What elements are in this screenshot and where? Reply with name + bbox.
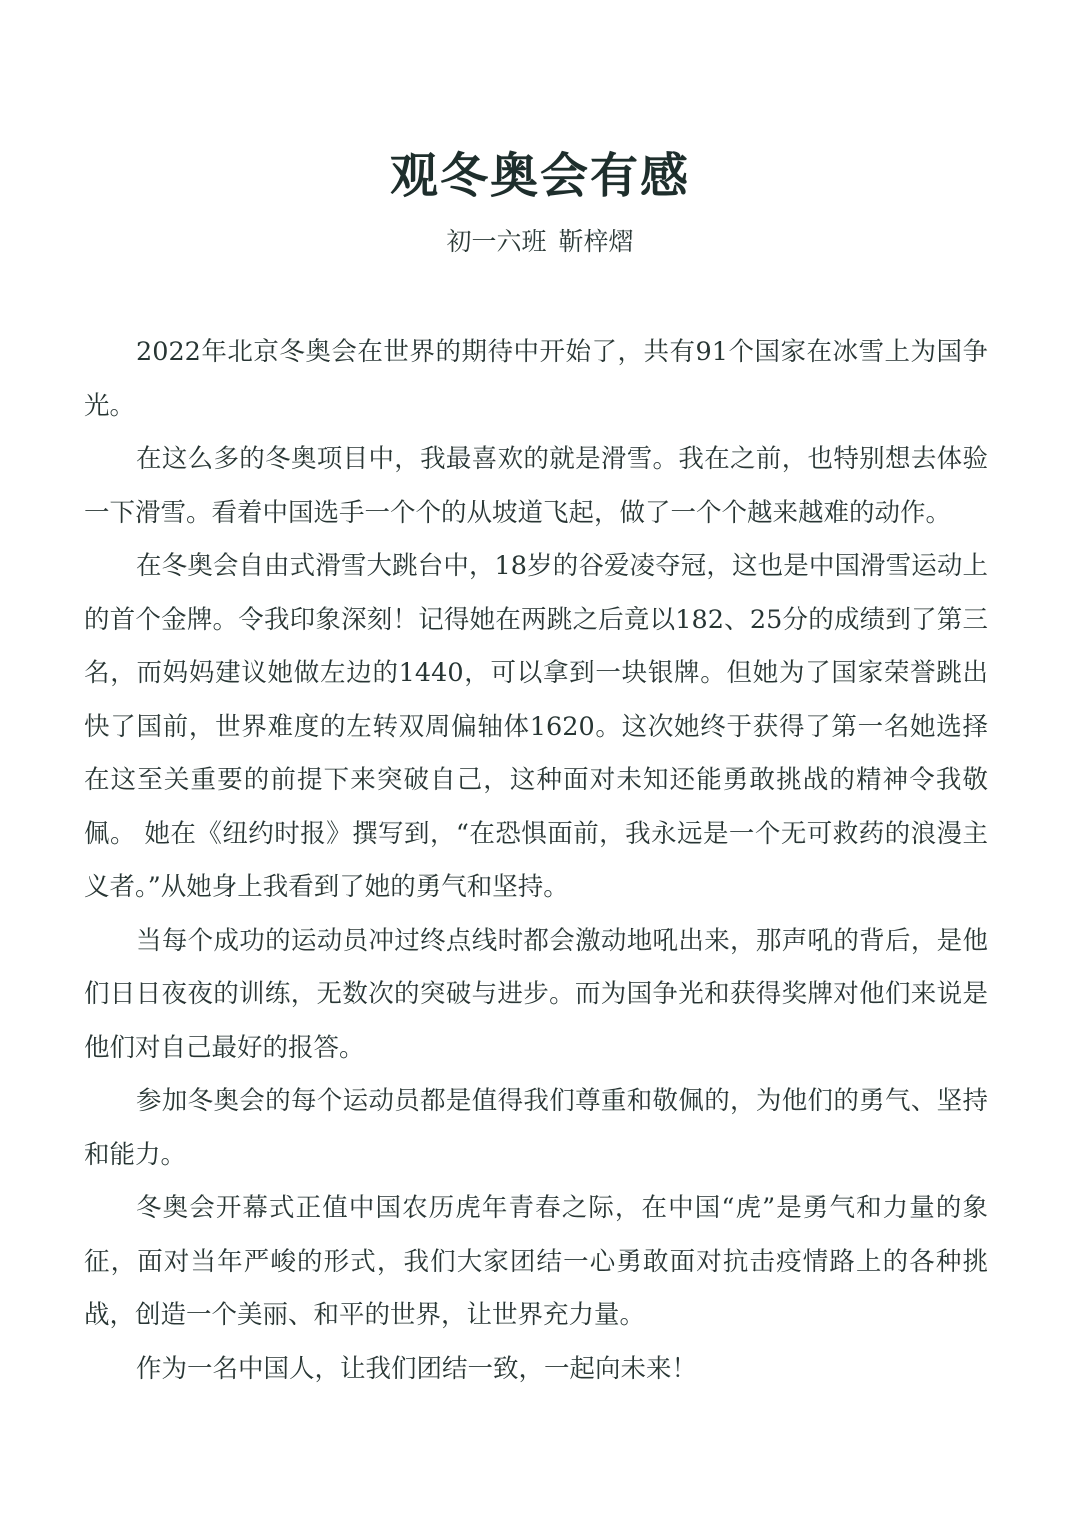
paragraph-4: 当每个成功的运动员冲过终点线时都会激动地吼出来，那声吼的背后，是他们日日夜夜的训练，无数次的突破与进步。而为国争光和获得奖牌对他们来说是他们对自己最好的报答。 [84,925,988,1063]
author-line [0,224,1080,260]
paragraph-3: 在冬奥会自由式滑雪大跳台中，18岁的谷爱凌夺冠，这也是中国滑雪运动上的首个金牌。令我印象深刻！记得她在两跳之后竟以182、25分的成绩到了第三名，而妈妈建议她做左边的1440，可以拿到一块银牌。但她为了国家荣誉跳出快了国前，世界难度的左转双周偏轴体1620。这次她终于获得了第一名她选择在这至关重要的前提下来突破自己，这种面对未知还能勇敢挑战的精神令我敬佩。 她在《纽约时报》撰写到，“在恐惧面前，我永远是一个无可救药的浪漫主义者。”从她身上我看到了她的勇气和坚持。 [84,551,988,902]
paragraph-5: 参加冬奥会的每个运动员都是值得我们尊重和敬佩的，为他们的勇气、坚持和能力。 [84,1086,988,1170]
essay-body [84,326,988,1396]
essay-title: 观冬奥会有感 [389,148,690,205]
author-class: 初一六班 [446,227,547,256]
author-name: 靳梓熠 [558,227,634,256]
paragraph-7: 作为一名中国人，让我们团结一致，一起向未来！ [136,1353,698,1384]
paragraph-6: 冬奥会开幕式正值中国农历虎年青春之际，在中国“虎”是勇气和力量的象征，面对当年严峻的形式，我们大家团结一心勇敢面对抗击疫情路上的各种挑战，创造一个美丽、和平的世界，让世界充力量。 [84,1193,988,1330]
paragraph-2: 在这么多的冬奥项目中，我最喜欢的就是滑雪。我在之前，也特别想去体验一下滑雪。看着中国选手一个个的从坡道飞起，做了一个个越来越难的动作。 [84,444,988,528]
paragraph-1: 2022年北京冬奥会在世界的期待中开始了，共有91个国家在冰雪上为国争光。 [84,337,988,421]
